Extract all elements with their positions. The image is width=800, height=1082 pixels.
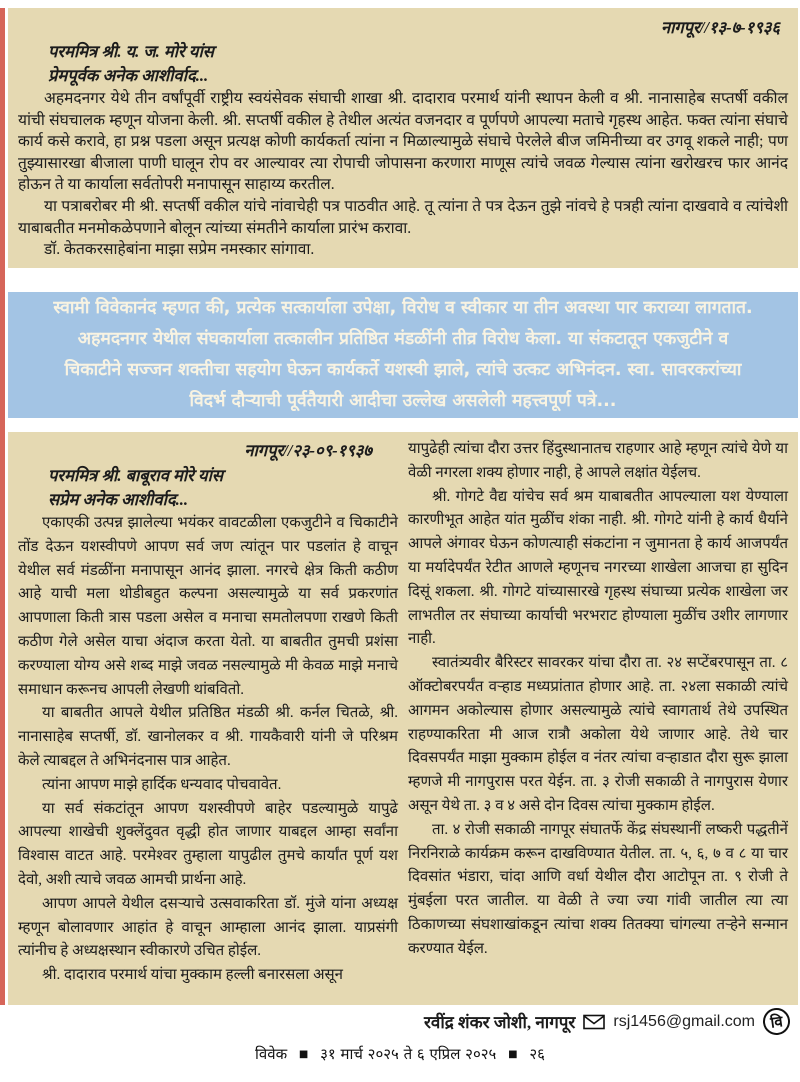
- letter-2-paragraph: या सर्व संकटांतून आपण यशस्वीपणे बाहेर पडल्यामुळे यापुढे आपल्या शाखेची शुक्लेंदुवत वृद्धी होत जाणार याबद्दल आम्हा सर्वांना विश्वास वाटत आहे. परमेश्वर तुम्हाला यापुढील तुमचे कार्यांत पूर्ण यश देवो, अशी त्याचे जवळ आमची प्रार्थना आहे.: [18, 800, 398, 888]
- letter-2-date: नागपूर//२३-०९-१९३७: [244, 441, 372, 460]
- letter-2-left-column: [18, 438, 398, 988]
- letter-1-paragraph: अहमदनगर येथे तीन वर्षांपूर्वी राष्ट्रीय स्वयंसेवक संघाची शाखा श्री. दादाराव परमार्थ यांनी स्थापन केली व श्री. नानासाहेब सप्तर्षी वकील यांची संघचालक म्हणून योजना केली. श्री. सप्तर्षी वकील हे तेथील अत्यंत वजनदार व पूर्णपणे आपल्या मताचे गृहस्थ आहेत. फक्त त्यांना संघाचे कार्य कसे करावे, हा प्रश्न पडला असून प्रत्यक्ष कोणी कार्यकर्ता त्यांना न मिळाल्यामुळे संघाचे पेरलेले बीज जमिनीच्या वर उगवू शकले नाही; पण तुझ्यासारखा बीजाला पाणी घालून रोप वर आल्यावर त्या रोपाची जोपासना करणारा माणूस त्यांचे जवळ गेल्यास त्यांना खरोखरच फार आनंद होऊन ते या कार्याला सर्वतोपरी मनापासून साहाय्य करतील.: [18, 90, 788, 194]
- masthead-line: [0, 1044, 800, 1064]
- letter-2-paragraph: आपण आपले येथील दसऱ्याचे उत्सवाकरिता डॉ. मुंजे यांना अध्यक्ष म्हणून बोलावणार आहांत हे वाचून आम्हाला आनंद झाला. याप्रसंगी त्यांनीच हे अध्यक्षस्थान स्वीकारणे उचित होईल.: [18, 895, 398, 960]
- editor-note-text: स्वामी विवेकानंद म्हणत की, प्रत्येक सत्कार्याला उपेक्षा, विरोध व स्वीकार या तीन अवस्था पार कराव्या लागतात. अहमदनगर येथील संघकार्याला तत्कालीन प्रतिष्ठित मंडळींनी तीव्र विरोध केला. या संकटातून एकजुटीने व चिकाटीने सज्जन शक्तीचा सहयोग घेऊन कार्यकर्ते यशस्वी झाले, त्यांचे उत्कट अभिनंदन. स्वा. सावरकरांच्या विदर्भ दौऱ्याची पूर्वतैयारी आदीचा उल्लेख असलेली महत्त्वपूर्ण पत्रे...: [53, 298, 753, 411]
- author-name: रवींद्र शंकर जोशी, नागपूर: [423, 1013, 576, 1032]
- letter-2-paragraph: एकाएकी उत्पन्न झालेल्या भयंकर वावटळीला एकजुटीने व चिकाटीने तोंड देऊन यशस्वीपणे आपण सर्व जण त्यांतून पार पडलांत हे वाचून येथील सर्व मंडळींना मनापासून आनंद झाला. नगरचे क्षेत्र किती कठीण आहे याची मला थोडीबहुत कल्पना असल्यामुळे या सर्व प्रकरणांत आपणाला किती त्रास पडला असेल व मनाचा समतोलपणा राखणे किती कठीण गेले असेल याचा अंदाज करता येतो. या बाबतीत तुमची प्रशंसा करण्याला योग्य असे शब्द माझे जवळ नसल्यामुळे मी केवळ माझे मनाचे समाधान करूनच आपली लेखणी थांबवितो.: [18, 515, 398, 698]
- letter-1-paragraph: डॉ. केतकरसाहेबांना माझा सप्रेम नमस्कार सांगावा.: [44, 241, 315, 259]
- author-row: [424, 1008, 790, 1035]
- letter-2-paragraph: स्वातंत्र्यवीर बैरिस्टर सावरकर यांचा दौरा ता. २४ सप्टेंबरपासून ता. ८ ऑक्टोबरपर्यंत वऱ्हाड मध्यप्रांतात होणार आहे. ता. २४ला सकाळी त्यांचे आगमन अकोल्यास होणार असल्यामुळे त्यांचे स्वागतार्थ तेथे उपस्थित राहण्याकरिता मी आज रात्रौ अकोला येथे जाणार आहे. तेथे चार दिवसपर्यंत माझा मुक्काम होईल व नंतर त्यांचा वऱ्हाडात दौरा सुरू झाला म्हणजे मी नागपुरास परत येईन. ता. ३ रोजी सकाळी ते नागपुरास येणार असून येथे ता. ३ व ४ असे दोन दिवस त्यांचा मुक्काम होईल.: [408, 655, 788, 814]
- author-email: rsj1456@gmail.com: [613, 1012, 755, 1030]
- letter-2-paragraph: त्यांना आपण माझे हार्दिक धन्यवाद पोचवावेत.: [42, 776, 282, 793]
- letter-2-paragraph: या बाबतीत आपले येथील प्रतिष्ठित मंडळी श्री. कर्नल चितळे, श्री. नानासाहेब सप्तर्षी, डॉ. खानोलकर व श्री. गायकैवारी यांनी जे परिश्रम केले त्याबद्दल ते अभिनंदनास पात्र आहेत.: [18, 705, 398, 769]
- editor-note-block: [8, 292, 798, 418]
- page-edge-mark: [0, 8, 5, 1005]
- letter-2-paragraph: श्री. दादाराव परमार्थ यांचा मुक्काम हल्ली बनारसला असून: [42, 967, 343, 984]
- letter-1-date: नागपूर//१३-७-१९३६: [660, 18, 780, 37]
- masthead-dates: ३१ मार्च २०२५ ते ६ एप्रिल २०२५: [320, 1045, 497, 1063]
- vivek-logo: [761, 1006, 791, 1036]
- envelope-icon: [583, 1014, 605, 1030]
- vivek-logo-letter: वि: [769, 1013, 784, 1032]
- letter-1-recipient: परममित्र श्री. य. ज. मोरे यांस: [48, 42, 214, 61]
- square-bullet-icon: ■: [298, 1049, 309, 1060]
- masthead-page-number: २६: [529, 1045, 545, 1063]
- letter-1-block: [8, 8, 798, 268]
- letter-2-block: [8, 432, 798, 1005]
- letter-1-greeting: प्रेमपूर्वक अनेक आशीर्वाद...: [48, 66, 209, 85]
- letter-2-greeting: सप्रेम अनेक आशीर्वाद...: [48, 490, 189, 509]
- masthead-name: विवेक: [255, 1045, 288, 1063]
- letter-2-paragraph: ता. ४ रोजी सकाळी नागपूर संघातर्फे केंद्र संघस्थानीं लष्करी पद्धतीनें निरनिराळे कार्यक्रम करून दाखविण्यात येतील. ता. ५, ६, ७ व ८ या चार दिवसांत भंडारा, चांदा आणि वर्धा येथील दौरा आटोपून ता. ९ रोजी ते मुंबईला परत जातील. या वेळी ते ज्या ज्या गांवी जातील त्या त्या ठिकाणच्या संघशाखांकडून त्यांचा शक्य तितक्या चांगल्या तऱ्हेने सन्मान करण्यात येईल.: [408, 821, 788, 957]
- letter-2-paragraph: श्री. गोगटे वैद्य यांचेच सर्व श्रम याबाबतीत आपल्याला यश येण्याला कारणीभूत आहेत यांत मुळींच शंका नाही. श्री. गोगटे यांनी हे कार्य धैर्याने आपले अंगावर घेऊन कोणत्याही संकटांना न जुमानता हे कार्य आजपर्यंत या मर्यादेपर्यंत रेटीत आणले म्हणूनच नगरच्या शाखेला आजचा हा सुदिन दिसूं शकला. श्री. गोगटे यांच्यासारखे गृहस्थ संघाच्या प्रत्येक शाखेला जर लाभतील तर संघाच्या कार्याची भरभराट होण्याला मुळींच उशीर लागणार नाही.: [408, 488, 788, 648]
- square-bullet-icon: ■: [508, 1049, 518, 1060]
- letter-2-columns: [18, 438, 788, 988]
- letter-2-recipient: परममित्र श्री. बाबूराव मोरे यांस: [48, 466, 224, 485]
- letter-1-paragraph: या पत्राबरोबर मी श्री. सप्तर्षी वकील यांचे नांवाचेही पत्र पाठवीत आहे. तू त्यांना ते पत्र देऊन तुझे नांवचे हे पत्रही त्यांना दाखवावे व त्यांचेशी याबाबतीत मनमोकळेपणाने बोलून त्यांच्या संमतीने कार्याला प्रारंभ करावा.: [18, 197, 788, 237]
- letter-2-paragraph-continued: यापुढेही त्यांचा दौरा उत्तर हिंदुस्थानातच राहणार आहे म्हणून त्यांचे येणे या वेळी नगरला शक्य होणार नाही, हे आपले लक्षांत येईलच.: [408, 441, 788, 481]
- letter-2-right-column: [408, 438, 788, 988]
